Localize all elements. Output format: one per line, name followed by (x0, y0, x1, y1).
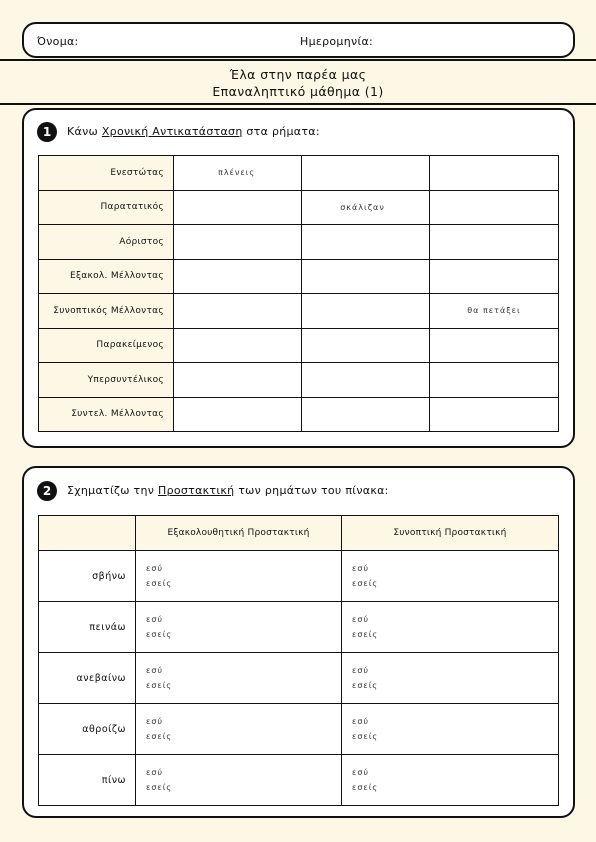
tense-table (38, 155, 559, 432)
exercise-2-instruction-keyword: Προστακτική (158, 484, 235, 497)
verb-row (39, 755, 559, 806)
answer-cell[interactable] (302, 225, 430, 260)
pronoun-singular: εσύ (352, 717, 370, 726)
answer-cell[interactable] (302, 328, 430, 363)
verb-row (39, 602, 559, 653)
pronoun-singular: εσύ (352, 666, 370, 675)
tense-row (39, 156, 559, 191)
imperative-answer-cell[interactable] (342, 602, 559, 653)
tense-label: Παρακείμενος (39, 328, 174, 363)
pronoun-singular: εσύ (146, 564, 164, 573)
tense-row (39, 397, 559, 432)
answer-cell[interactable] (430, 259, 559, 294)
pronoun-singular: εσύ (146, 768, 164, 777)
verb-label: ανεβαίνω (39, 653, 136, 704)
pronoun-plural: εσείς (146, 681, 173, 690)
answer-cell[interactable] (302, 294, 430, 329)
imperative-answer-cell[interactable] (136, 704, 342, 755)
exercise-1-instruction-keyword: Χρονική Αντικατάσταση (101, 125, 243, 138)
pronoun-plural: εσείς (352, 630, 379, 639)
answer-cell-text: σκάλιζαν (340, 202, 385, 212)
answer-cell[interactable] (302, 259, 430, 294)
tense-label: Παρατατικός (39, 190, 174, 225)
tense-row (39, 363, 559, 398)
imperative-answer-cell[interactable] (136, 755, 342, 806)
verb-row (39, 551, 559, 602)
tense-row (39, 294, 559, 329)
answer-cell[interactable] (174, 156, 302, 191)
answer-cell[interactable] (430, 190, 559, 225)
answer-cell[interactable] (302, 190, 430, 225)
imperative-header-row (39, 516, 559, 551)
pronoun-plural: εσείς (352, 579, 379, 588)
answer-cell[interactable] (430, 363, 559, 398)
imperative-answer-cell[interactable] (136, 551, 342, 602)
tense-label: Συνοπτικός Μέλλοντας (39, 294, 174, 329)
title-line-1: Έλα στην παρέα μας (229, 67, 367, 82)
answer-cell[interactable] (430, 328, 559, 363)
tense-row (39, 190, 559, 225)
imperative-table (38, 515, 559, 806)
answer-cell[interactable] (430, 294, 559, 329)
exercise-1-instruction-prefix: Κάνω (67, 125, 99, 138)
imperative-header-simple: Συνοπτική Προστακτική (342, 516, 559, 551)
verb-label: πίνω (39, 755, 136, 806)
tense-label: Αόριστος (39, 225, 174, 260)
tense-label: Εξακολ. Μέλλοντας (39, 259, 174, 294)
pronoun-singular: εσύ (146, 717, 164, 726)
tense-row (39, 259, 559, 294)
answer-cell[interactable] (174, 190, 302, 225)
exercise-2-instruction-suffix: των ρημάτων του πίνακα: (238, 484, 389, 497)
answer-cell[interactable] (174, 363, 302, 398)
exercise-1-instruction (67, 125, 320, 138)
answer-cell[interactable] (302, 156, 430, 191)
imperative-answer-cell[interactable] (342, 755, 559, 806)
tense-label: Ενεστώτας (39, 156, 174, 191)
answer-cell[interactable] (174, 225, 302, 260)
verb-label: σβήνω (39, 551, 136, 602)
answer-cell-text: πλένεις (218, 168, 256, 178)
exercise-2-instruction (67, 484, 389, 497)
tense-row (39, 328, 559, 363)
verb-row (39, 704, 559, 755)
answer-cell[interactable] (430, 225, 559, 260)
pronoun-singular: εσύ (352, 564, 370, 573)
exercise-1 (22, 108, 575, 448)
imperative-answer-cell[interactable] (136, 602, 342, 653)
pronoun-singular: εσύ (146, 666, 164, 675)
imperative-header-continuous: Εξακολουθητική Προστακτική (136, 516, 342, 551)
exercise-2-number: 2 (37, 481, 57, 501)
verb-label: πεινάω (39, 602, 136, 653)
imperative-answer-cell[interactable] (136, 653, 342, 704)
answer-cell[interactable] (430, 397, 559, 432)
imperative-header-blank (39, 516, 136, 551)
pronoun-singular: εσύ (146, 615, 164, 624)
pronoun-plural: εσείς (352, 732, 379, 741)
exercise-2-instruction-prefix: Σχηματίζω την (67, 484, 155, 497)
answer-cell[interactable] (430, 156, 559, 191)
pronoun-plural: εσείς (146, 579, 173, 588)
pronoun-plural: εσείς (146, 732, 173, 741)
tense-label: Υπερσυντέλικος (39, 363, 174, 398)
date-label: Ημερομηνία: (300, 35, 374, 48)
answer-cell[interactable] (174, 397, 302, 432)
pronoun-singular: εσύ (352, 768, 370, 777)
answer-cell[interactable] (174, 259, 302, 294)
pronoun-plural: εσείς (352, 681, 379, 690)
pronoun-plural: εσείς (146, 630, 173, 639)
imperative-answer-cell[interactable] (342, 653, 559, 704)
answer-cell[interactable] (174, 328, 302, 363)
answer-cell[interactable] (302, 363, 430, 398)
title-band (0, 59, 596, 105)
tense-row (39, 225, 559, 260)
tense-label: Συντελ. Μέλλοντας (39, 397, 174, 432)
title-line-2: Επαναληπτικό μάθημα (1) (212, 84, 384, 99)
answer-cell[interactable] (174, 294, 302, 329)
exercise-2 (22, 466, 575, 818)
answer-cell-text: θα πετάξει (467, 306, 521, 316)
header-box (22, 22, 575, 58)
exercise-1-instruction-suffix: στα ρήματα: (246, 125, 320, 138)
verb-label: αθροίζω (39, 704, 136, 755)
pronoun-plural: εσείς (352, 783, 379, 792)
answer-cell[interactable] (302, 397, 430, 432)
pronoun-singular: εσύ (352, 615, 370, 624)
pronoun-plural: εσείς (146, 783, 173, 792)
exercise-1-number: 1 (37, 122, 57, 142)
imperative-answer-cell[interactable] (342, 551, 559, 602)
name-label: Όνομα: (37, 35, 79, 48)
imperative-answer-cell[interactable] (342, 704, 559, 755)
verb-row (39, 653, 559, 704)
